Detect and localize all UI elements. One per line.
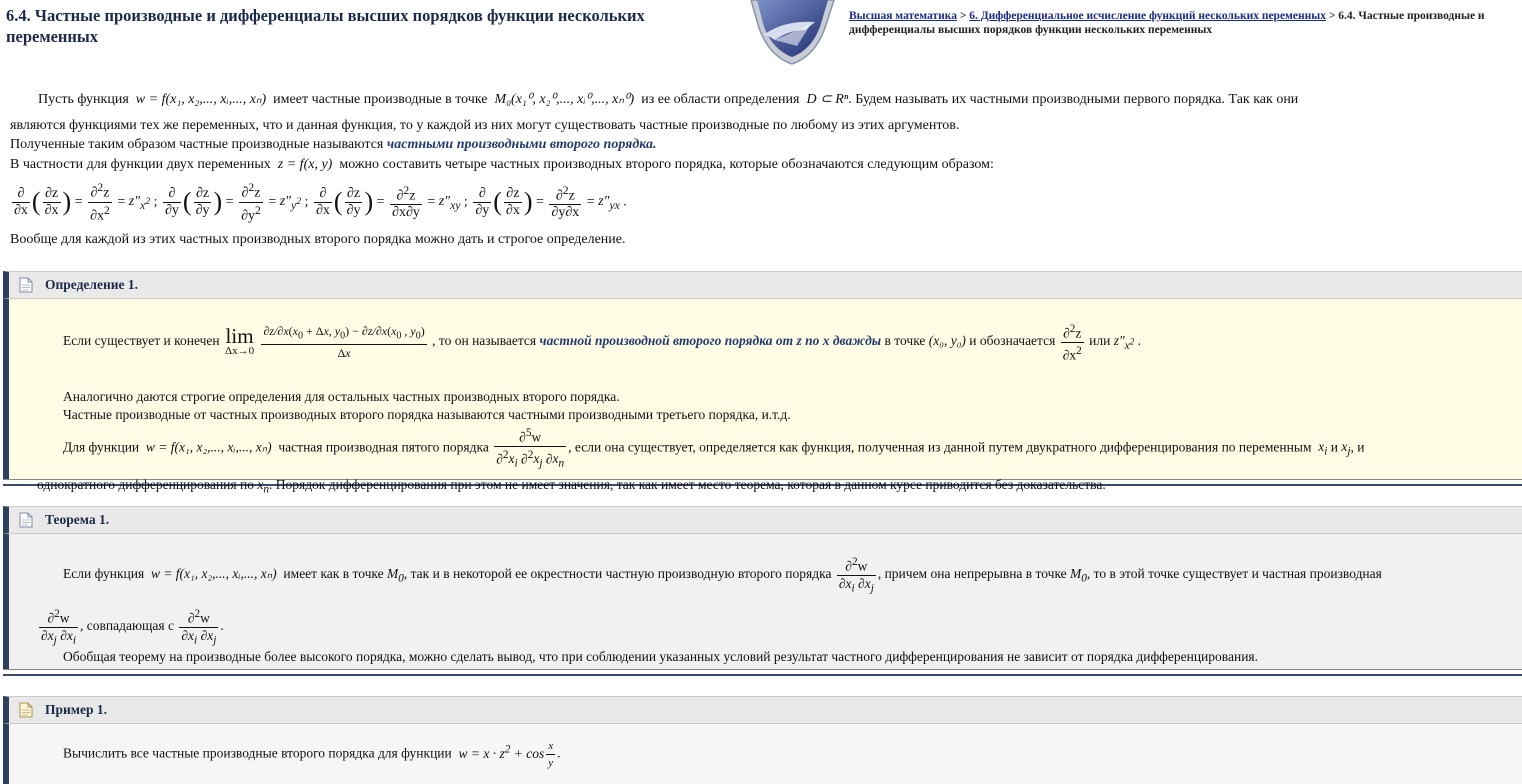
emphasis-term: частной производной второго порядка от z по x дважды [539, 333, 882, 349]
breadcrumb-root-link[interactable]: Высшая математика [849, 10, 957, 22]
intro-paragraph-1: Пусть функция w = f(x₁, x₂,..., xᵢ,..., xₙ) имеет частные производные в точке M₀(x₁⁰, x₂⁰,..., xᵢ⁰,..., xₙ⁰) из ее области определения D ⊂ Rⁿ. Будем называть их частными производными первого порядка. Так как они [38, 92, 1299, 107]
example-line-1: Вычислить все частные производные второго порядка для функции $w = x \cdot z^2 + \cos$ $\frac{x}{y}$ . [63, 740, 561, 769]
formula-z: z = f(x, y) [277, 157, 333, 172]
formula-domain: D ⊂ Rⁿ [806, 92, 849, 107]
definition-box [3, 271, 1522, 496]
theorem-line-2: $\frac{\partial^2w}{\partial x_j \partial x_i}$ , совпадающая с $\frac{\partial^2w}{\partial x_i \partial x_j}$ . [41, 608, 224, 647]
definition-line-4: Для функции w = f(x₁, x₂,..., xᵢ,..., xₙ) частная производная пятого порядка $\frac{\partial^5w}{\partial^2x_i \partial^2x_j \partial x_n}$ , если она существует, определяется как функция, полученная из данной путем двукратного дифференцирования по переменным $x_i$ и $x_j$, и [63, 427, 1365, 470]
page-header [0, 0, 1522, 70]
intro-paragraph-3: Полученные таким образом частные производные называются частными производными второго порядка. [10, 137, 657, 152]
formula-example: $w = x \cdot z^2 + \cos$ [458, 743, 545, 761]
formula-limit: lim Δx→0 [225, 324, 255, 357]
breadcrumb-chapter-link[interactable]: 6. Дифференциальное исчисление функций нескольких переменных [969, 10, 1326, 22]
theorem-line-1: Если функция w = f(x₁, x₂,..., xᵢ,..., xₙ) имеет как в точке $M_0$, так и в некоторой ее окрестности частную производную второго порядка $\frac{\partial^2w}{\partial x_i \partial x_j}$ , причем она непрерывна в точке $M_0$, то в этой точке существует и частная производная [63, 556, 1382, 595]
theorem-box [3, 506, 1522, 676]
theorem-header [3, 506, 1522, 534]
course-logo-icon [745, 0, 840, 66]
document-icon [19, 512, 33, 528]
formula-point-m0: M₀(x₁⁰, x₂⁰,..., xᵢ⁰,..., xₙ⁰) [494, 92, 635, 107]
example-header [3, 696, 1522, 724]
theorem-body [3, 534, 1522, 669]
definition-line-2: Аналогично даются строгие определения для остальных частных производных второго порядка. [63, 389, 620, 404]
formula-w: w = f(x₁, x₂,..., xᵢ,..., xₙ) [135, 92, 267, 107]
breadcrumb-separator: > [1325, 10, 1339, 22]
definition-body [3, 299, 1522, 496]
theorem-bottom-rule [3, 669, 1522, 676]
definition-header [3, 271, 1522, 299]
document-icon [19, 277, 33, 293]
theorem-title: Теорема 1. [45, 512, 110, 527]
definition-line-3: Частные производные от частных производных второго порядка называются частными производными третьего порядка, и.т.д. [63, 407, 791, 422]
breadcrumb-current: 6.4. Частные производные и [1338, 10, 1485, 22]
example-box [3, 696, 1522, 784]
page-title: 6.4. Частные производные и дифференциалы высших порядков функции нескольких переменных [6, 6, 645, 46]
document-icon [19, 702, 33, 718]
intro-paragraph-2: являются функциями тех же переменных, что и данная функция, то у каждой из них могут существовать частные производные по любому из этих аргументов. [10, 118, 960, 133]
theorem-line-3: Обобщая теорему на производные более высокого порядка, можно сделать вывод, что при соблюдении указанных условий результат частного дифференцирования не зависит от порядка дифференцирования. [63, 649, 1259, 664]
intro-paragraph-4: В частности для функции двух переменных z = f(x, y) можно составить четыре частных производных второго порядка, которые обозначаются следующим образом: [10, 157, 994, 172]
breadcrumb [849, 9, 1522, 37]
intro-paragraph-5: Вообще для каждой из этих частных производных второго порядка можно дать и строгое определение. [10, 232, 626, 247]
definition-title: Определение 1. [45, 277, 139, 292]
example-body [3, 724, 1522, 784]
definition-line-1: Если существует и конечен lim Δx→0 $\frac{\partial z/\partial x(x_0 + \Delta x, y_0) - \partial z/\partial x(x_0 , y_0)}{\Delta x}$ , то он называется частной производной второго порядка от z по x дважды в точке (x₀, y₀) и обозначается $\frac{\partial^2z}{\partial x^2}$ или $z''_{x^2}$ . [63, 323, 1142, 362]
second-order-formulas: $\frac{\partial}{\partial x}$ ( $\frac{\partial z}{\partial x}$ ) = $\frac{\partial^2z}{\partial x^2}$ = $z''_{x^2}$ ; $\frac{\partial}{\partial y}$ ( $\frac{\partial z}{\partial y}$ ) = $\frac{\partial^2z}{\partial y^2}$ = $z''_{y^2}$ ; $\frac{\partial}{\partial x}$ ( $\frac{\partial z}{\partial y}$ ) = $\frac{\partial^2z}{\partial x\partial y}$ = $z''_{xy}$ ; $\frac{\partial}{\partial y}$ ( $\frac{\partial z}{\partial x}$ ) = $\frac{\partial^2z}{\partial y\partial x}$ = $z''_{yx}$ . [14, 181, 627, 224]
emphasis-term: частными производными второго порядка. [386, 137, 657, 152]
breadcrumb-current-cont: дифференциалы высших порядков функции нескольких переменных [849, 24, 1213, 36]
breadcrumb-separator: > [956, 10, 970, 22]
example-title: Пример 1. [45, 702, 107, 717]
definition-line-5: однократного дифференцирования по $x_n$. Порядок дифференцирования при этом не имеет значения, так как имеет место теорема, которая в данном курсе приводится без доказательства. [37, 477, 1106, 496]
